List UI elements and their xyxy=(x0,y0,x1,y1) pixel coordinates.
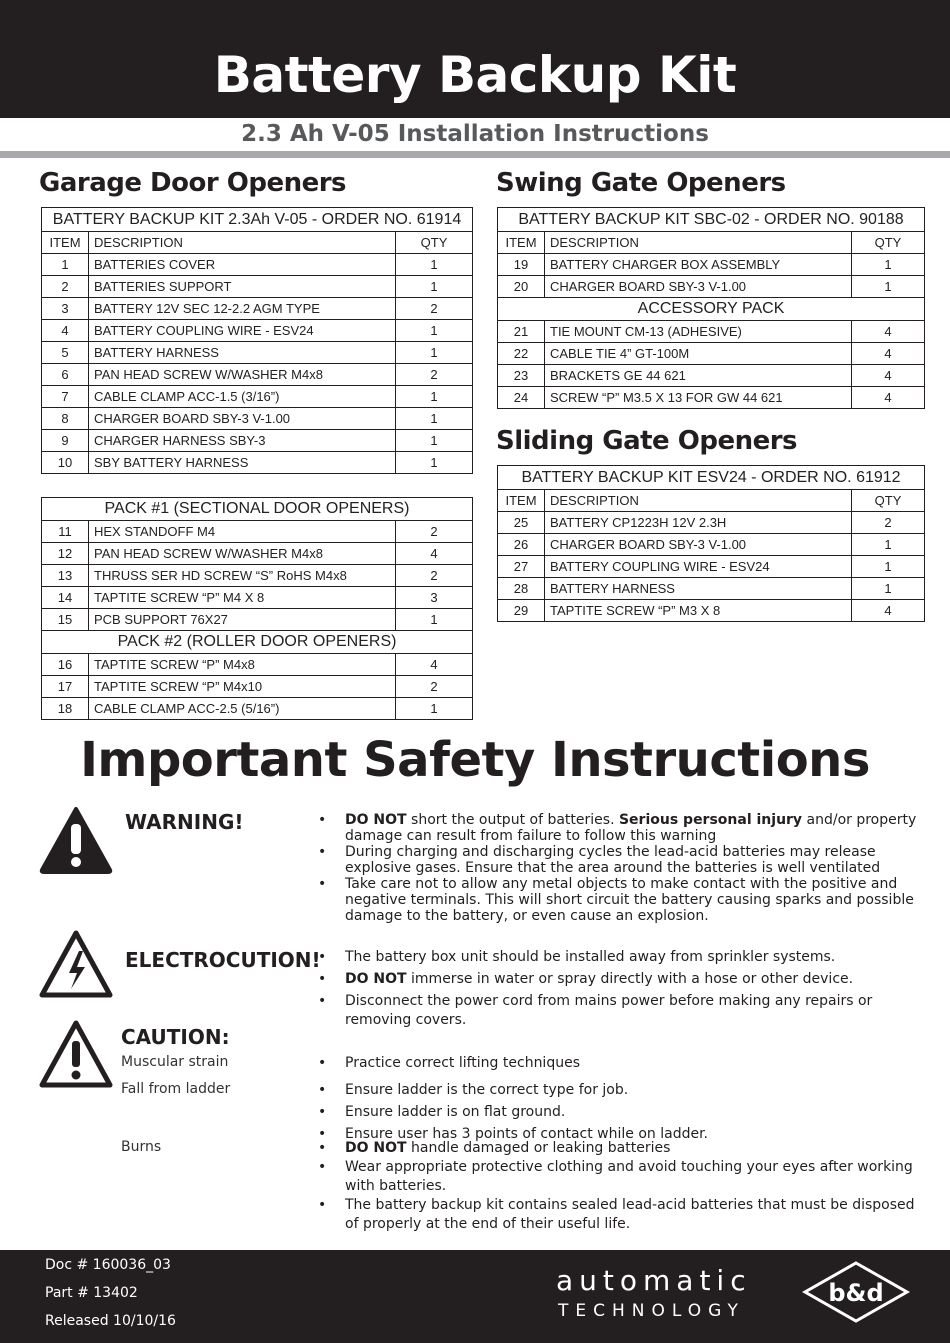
bd-logo xyxy=(800,1260,912,1324)
table-row xyxy=(498,343,925,365)
table-row xyxy=(42,276,473,298)
cell-item: 26 xyxy=(498,534,545,556)
cell-item: 24 xyxy=(498,387,545,409)
cell-qty: 1 xyxy=(852,276,925,298)
caution-list-1 xyxy=(315,1054,921,1076)
table-row xyxy=(498,556,925,578)
page-subtitle: 2.3 Ah V-05 Installation Instructions xyxy=(241,121,709,147)
cell-qty: 2 xyxy=(852,512,925,534)
cell-item: 11 xyxy=(42,521,89,543)
cell-item: 17 xyxy=(42,676,89,698)
accessory-pack-title: ACCESSORY PACK xyxy=(498,298,925,321)
table-row xyxy=(498,512,925,534)
warning-icon xyxy=(39,806,113,874)
cause-burns: Burns xyxy=(121,1139,162,1155)
cell-qty: 1 xyxy=(852,534,925,556)
cell-qty: 1 xyxy=(396,430,473,452)
cell-item: 29 xyxy=(498,600,545,622)
table-row xyxy=(42,320,473,342)
caution-icon xyxy=(39,1019,113,1089)
swing-heading: Swing Gate Openers xyxy=(496,168,786,198)
column-header-item: ITEM xyxy=(498,232,545,254)
cell-qty: 2 xyxy=(396,298,473,320)
table-row xyxy=(42,452,473,474)
pack2-title: PACK #2 (ROLLER DOOR OPENERS) xyxy=(42,631,473,654)
garage-packs-table xyxy=(41,497,473,720)
table-row xyxy=(42,386,473,408)
pack1-title-row xyxy=(42,498,473,521)
warning-list xyxy=(315,812,921,924)
cell-description: BRACKETS GE 44 621 xyxy=(545,365,852,387)
table-row xyxy=(42,254,473,276)
warning-bullet-2: • During charging and discharging cycles the lead-acid batteries may release explosive gases. Ensure that the area around the batteries is well ventilated xyxy=(315,844,921,876)
electrocution-bullet-1: • The battery box unit should be installed away from sprinkler systems. xyxy=(315,948,921,967)
column-header-item: ITEM xyxy=(42,232,89,254)
cell-item: 21 xyxy=(498,321,545,343)
table-row xyxy=(498,276,925,298)
table-row xyxy=(498,321,925,343)
doc-number: Doc # 160036_03 xyxy=(45,1257,171,1273)
cause-fall-from-ladder: Fall from ladder xyxy=(121,1081,231,1097)
cell-qty: 1 xyxy=(852,254,925,276)
table-row xyxy=(42,521,473,543)
column-header-description: DESCRIPTION xyxy=(89,232,396,254)
table-row xyxy=(42,654,473,676)
table-row xyxy=(498,254,925,276)
cell-description: PAN HEAD SCREW W/WASHER M4x8 xyxy=(89,364,396,386)
electrocution-bullet-2: • DO NOT immerse in water or spray directly with a hose or other device. xyxy=(315,970,921,989)
sliding-heading: Sliding Gate Openers xyxy=(496,426,798,456)
cell-qty: 4 xyxy=(852,343,925,365)
cell-qty: 2 xyxy=(396,521,473,543)
cell-qty: 1 xyxy=(396,452,473,474)
caution-bullet: • Ensure ladder is the correct type for job. xyxy=(315,1081,921,1100)
cell-qty: 1 xyxy=(396,254,473,276)
cell-item: 13 xyxy=(42,565,89,587)
cell-description: CHARGER BOARD SBY-3 V-1.00 xyxy=(89,408,396,430)
cell-qty: 1 xyxy=(852,556,925,578)
brand-name: automatic xyxy=(556,1264,752,1297)
pack1-title: PACK #1 (SECTIONAL DOOR OPENERS) xyxy=(42,498,473,521)
warning-bullet-1: • DO NOT short the output of batteries. Serious personal injury and/or property damage can result from failure to follow this warning xyxy=(315,812,921,844)
cell-item: 25 xyxy=(498,512,545,534)
cell-description: TAPTITE SCREW “P” M4x8 xyxy=(89,654,396,676)
cell-qty: 4 xyxy=(852,365,925,387)
cell-description: SBY BATTERY HARNESS xyxy=(89,452,396,474)
cell-description: BATTERY 12V SEC 12-2.2 AGM TYPE xyxy=(89,298,396,320)
cell-description: BATTERY CHARGER BOX ASSEMBLY xyxy=(545,254,852,276)
table-row xyxy=(42,587,473,609)
column-header-description: DESCRIPTION xyxy=(545,490,852,512)
cell-qty: 1 xyxy=(396,342,473,364)
table-row xyxy=(498,365,925,387)
cell-qty: 1 xyxy=(396,276,473,298)
cell-description: CABLE TIE 4” GT-100M xyxy=(545,343,852,365)
cell-description: CHARGER BOARD SBY-3 V-1.00 xyxy=(545,276,852,298)
electrocution-label: ELECTROCUTION! xyxy=(125,948,321,972)
cell-qty: 4 xyxy=(852,321,925,343)
electrocution-icon xyxy=(39,929,113,999)
divider xyxy=(0,151,950,158)
cell-description: BATTERY COUPLING WIRE - ESV24 xyxy=(89,320,396,342)
column-header-qty: QTY xyxy=(852,232,925,254)
logo-text: b&d xyxy=(828,1279,884,1307)
column-header-qty: QTY xyxy=(396,232,473,254)
column-header-item: ITEM xyxy=(498,490,545,512)
cell-description: BATTERY HARNESS xyxy=(89,342,396,364)
swing-parts-table xyxy=(497,207,925,409)
warning-bullet-3: • Take care not to allow any metal objects to make contact with the positive and negative terminals. This will short circuit the battery causing sparks and possible damage to the battery, or even cause an explosion. xyxy=(315,876,921,924)
cell-item: 20 xyxy=(498,276,545,298)
cell-qty: 1 xyxy=(396,320,473,342)
cell-description: TAPTITE SCREW “P” M3 X 8 xyxy=(545,600,852,622)
table-row xyxy=(498,534,925,556)
cell-item: 6 xyxy=(42,364,89,386)
swing-kit-title: BATTERY BACKUP KIT SBC-02 - ORDER NO. 90188 xyxy=(498,208,925,232)
cell-item: 9 xyxy=(42,430,89,452)
cell-description: BATTERY CP1223H 12V 2.3H xyxy=(545,512,852,534)
sliding-parts-table xyxy=(497,465,925,622)
table-row xyxy=(42,430,473,452)
cell-qty: 2 xyxy=(396,676,473,698)
caution-bullet: • Wear appropriate protective clothing and avoid touching your eyes after working with batteries. xyxy=(315,1158,921,1196)
cell-description: BATTERIES SUPPORT xyxy=(89,276,396,298)
cell-item: 10 xyxy=(42,452,89,474)
page-title: Battery Backup Kit xyxy=(213,46,737,104)
cell-description: SCREW “P” M3.5 X 13 FOR GW 44 621 xyxy=(545,387,852,409)
table-row xyxy=(42,609,473,631)
cell-item: 14 xyxy=(42,587,89,609)
table-row xyxy=(42,676,473,698)
cause-muscular-strain: Muscular strain xyxy=(121,1054,229,1070)
pack2-title-row xyxy=(42,631,473,654)
caution-list-2 xyxy=(315,1081,921,1147)
table-row xyxy=(42,342,473,364)
cell-item: 4 xyxy=(42,320,89,342)
table-row xyxy=(42,565,473,587)
cell-item: 5 xyxy=(42,342,89,364)
garage-heading: Garage Door Openers xyxy=(39,168,347,198)
caution-bullet: • Ensure user has 3 points of contact while on ladder. xyxy=(315,1125,921,1144)
cell-description: THRUSS SER HD SCREW “S” RoHS M4x8 xyxy=(89,565,396,587)
cell-item: 8 xyxy=(42,408,89,430)
cell-item: 2 xyxy=(42,276,89,298)
table-row xyxy=(42,698,473,720)
cell-description: PCB SUPPORT 76X27 xyxy=(89,609,396,631)
cell-qty: 1 xyxy=(396,408,473,430)
cell-qty: 1 xyxy=(852,578,925,600)
table-row xyxy=(498,578,925,600)
cell-item: 1 xyxy=(42,254,89,276)
cell-item: 27 xyxy=(498,556,545,578)
cell-item: 22 xyxy=(498,343,545,365)
cell-qty: 2 xyxy=(396,364,473,386)
brand-subtitle: TECHNOLOGY xyxy=(558,1301,745,1321)
cell-description: BATTERY HARNESS xyxy=(545,578,852,600)
table-row xyxy=(498,387,925,409)
cell-description: PAN HEAD SCREW W/WASHER M4x8 xyxy=(89,543,396,565)
cell-description: BATTERIES COVER xyxy=(89,254,396,276)
warning-label: WARNING! xyxy=(125,810,244,834)
cell-qty: 3 xyxy=(396,587,473,609)
table-row xyxy=(42,364,473,386)
caution-bullet: • Ensure ladder is on flat ground. xyxy=(315,1103,921,1122)
cell-qty: 1 xyxy=(396,698,473,720)
caution-bullet: • DO NOT handle damaged or leaking batteries xyxy=(315,1139,921,1158)
part-number: Part # 13402 xyxy=(45,1285,138,1301)
table-row xyxy=(42,298,473,320)
electrocution-list xyxy=(315,948,921,1033)
electrocution-bullet-3: • Disconnect the power cord from mains power before making any repairs or removing covers. xyxy=(315,992,921,1030)
cell-item: 3 xyxy=(42,298,89,320)
cell-qty: 4 xyxy=(396,543,473,565)
table-row xyxy=(498,600,925,622)
cell-item: 12 xyxy=(42,543,89,565)
table-header-row xyxy=(498,232,925,254)
caution-label: CAUTION: xyxy=(121,1025,230,1049)
table-header-row xyxy=(498,490,925,512)
cell-qty: 4 xyxy=(852,387,925,409)
cell-item: 19 xyxy=(498,254,545,276)
cell-item: 23 xyxy=(498,365,545,387)
cell-description: CHARGER HARNESS SBY-3 xyxy=(89,430,396,452)
cell-description: TIE MOUNT CM-13 (ADHESIVE) xyxy=(545,321,852,343)
cell-description: BATTERY COUPLING WIRE - ESV24 xyxy=(545,556,852,578)
cell-qty: 1 xyxy=(396,609,473,631)
cell-item: 15 xyxy=(42,609,89,631)
cell-description: HEX STANDOFF M4 xyxy=(89,521,396,543)
release-date: Released 10/10/16 xyxy=(45,1313,176,1329)
table-header-row xyxy=(42,232,473,254)
garage-kit-title: BATTERY BACKUP KIT 2.3Ah V-05 - ORDER NO. 61914 xyxy=(42,208,473,232)
cell-item: 16 xyxy=(42,654,89,676)
cell-qty: 4 xyxy=(852,600,925,622)
cell-description: TAPTITE SCREW “P” M4x10 xyxy=(89,676,396,698)
table-row xyxy=(42,408,473,430)
cell-qty: 1 xyxy=(396,386,473,408)
column-header-description: DESCRIPTION xyxy=(545,232,852,254)
sliding-kit-title: BATTERY BACKUP KIT ESV24 - ORDER NO. 61912 xyxy=(498,466,925,490)
garage-parts-table xyxy=(41,207,473,474)
cell-description: CABLE CLAMP ACC-2.5 (5/16”) xyxy=(89,698,396,720)
caution-bullet: • The battery backup kit contains sealed lead-acid batteries that must be disposed of properly at the end of their useful life. xyxy=(315,1196,921,1234)
cell-description: TAPTITE SCREW “P” M4 X 8 xyxy=(89,587,396,609)
cell-item: 28 xyxy=(498,578,545,600)
cell-qty: 2 xyxy=(396,565,473,587)
table-row xyxy=(42,543,473,565)
column-header-qty: QTY xyxy=(852,490,925,512)
cell-description: CHARGER BOARD SBY-3 V-1.00 xyxy=(545,534,852,556)
safety-title: Important Safety Instructions xyxy=(80,732,870,788)
caution-bullet: • Practice correct lifting techniques xyxy=(315,1054,921,1073)
cell-description: CABLE CLAMP ACC-1.5 (3/16”) xyxy=(89,386,396,408)
accessory-pack-title-row xyxy=(498,298,925,321)
cell-item: 7 xyxy=(42,386,89,408)
cell-item: 18 xyxy=(42,698,89,720)
cell-qty: 4 xyxy=(396,654,473,676)
caution-list-3 xyxy=(315,1139,921,1234)
